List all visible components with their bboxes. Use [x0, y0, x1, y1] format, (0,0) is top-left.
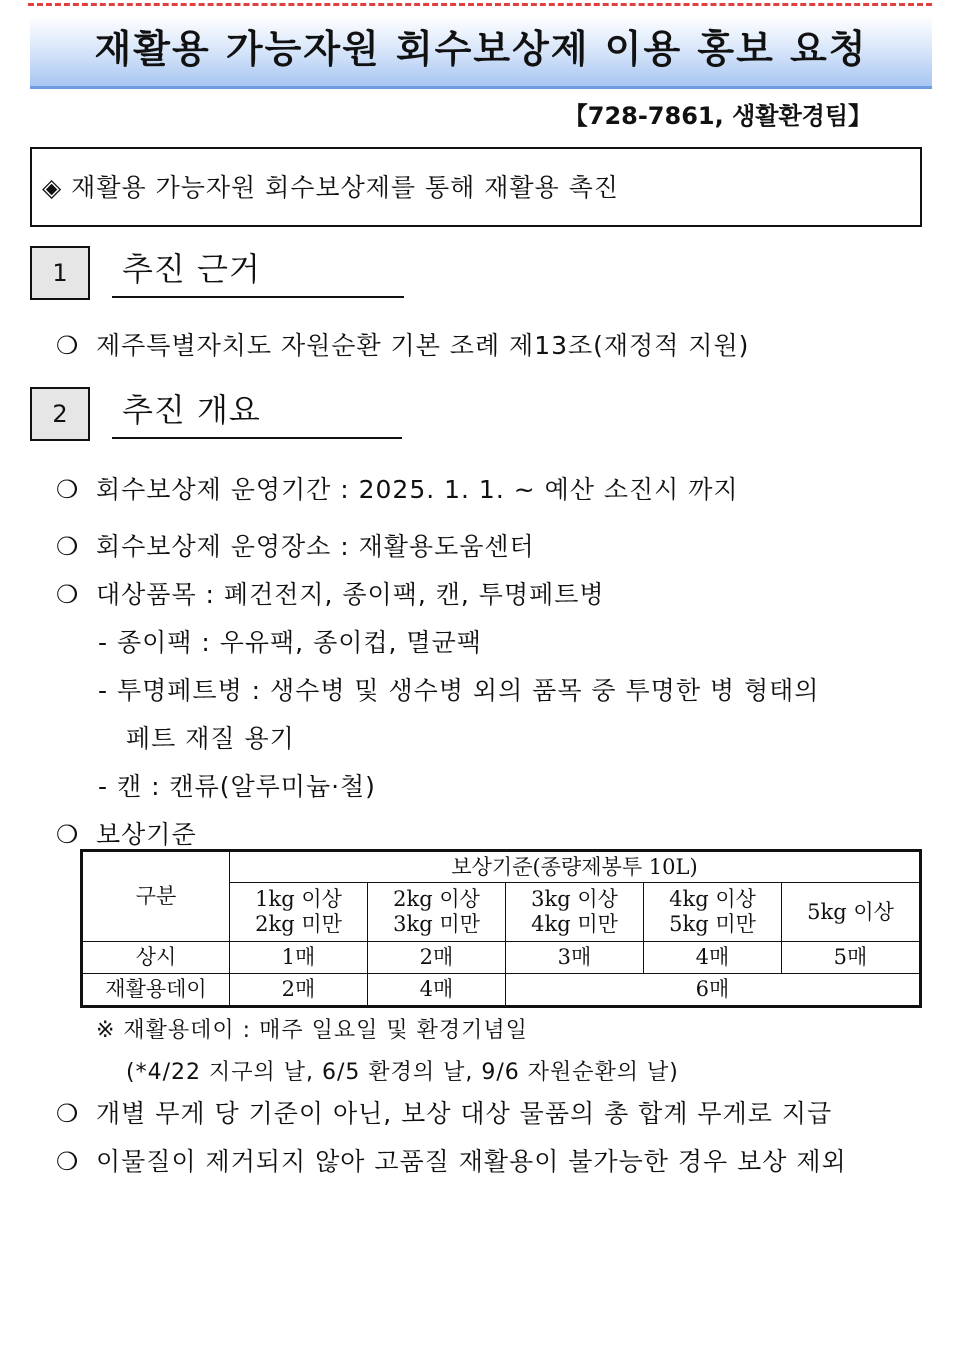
range-3-max: 4kg 미만	[531, 912, 618, 936]
reward-standard-text: 보상기준	[96, 820, 197, 849]
bullet-circle-icon: ❍	[56, 475, 80, 504]
section-1-number: 1	[30, 246, 90, 300]
note-commemoration-days: (*4/22 지구의 날, 6/5 환경의 날, 9/6 자원순환의 날)	[126, 1060, 679, 1085]
total-weight-text: 개별 무게 당 기준이 아닌, 보상 대상 물품의 총 합계 무게로 지급	[96, 1099, 833, 1128]
summary-text: ◈ 재활용 가능자원 회수보상제를 통해 재활용 촉진	[42, 173, 619, 202]
row-label-recycling-day: 재활용데이	[82, 974, 230, 1007]
range-2	[368, 883, 506, 942]
section-1-item	[56, 326, 749, 362]
range-5	[782, 883, 921, 942]
contact-info: 【728-7861, 생활환경팀】	[563, 102, 872, 130]
place-item	[56, 527, 535, 563]
range-4-min: 4kg 이상	[669, 887, 756, 911]
target-items-text: 대상품목 : 폐건전지, 종이팩, 캔, 투명페트병	[96, 580, 605, 609]
range-3-min: 3kg 이상	[531, 887, 618, 911]
period-text: 회수보상제 운영기간 : 2025. 1. 1. ~ 예산 소진시 까지	[96, 475, 739, 504]
table-cell: 6매	[506, 974, 921, 1007]
top-dashed-rule	[28, 3, 932, 6]
title-banner	[30, 16, 932, 89]
document-title: 재활용 가능자원 회수보상제 이용 홍보 요청	[94, 27, 868, 71]
target-items	[56, 575, 605, 611]
table-corner: 구분	[82, 851, 230, 942]
range-1	[230, 883, 368, 942]
table-cell: 2매	[368, 942, 506, 974]
table-cell: 2매	[230, 974, 368, 1007]
section-2-title: 추진 개요	[112, 387, 402, 439]
bullet-circle-icon: ❍	[56, 580, 80, 609]
place-text: 회수보상제 운영장소 : 재활용도움센터	[96, 532, 535, 561]
legal-basis-text: 제주특별자치도 자원순환 기본 조례 제13조(재정적 지원)	[96, 331, 750, 360]
table-cell: 4매	[644, 942, 782, 974]
extra-item-exclusion	[56, 1142, 847, 1178]
sub-item-paper-pack: - 종이팩 : 우유팩, 종이컵, 멸균팩	[98, 628, 482, 657]
table-cell: 1매	[230, 942, 368, 974]
section-2-number: 2	[30, 387, 90, 441]
table-cell: 3매	[506, 942, 644, 974]
range-2-max: 3kg 미만	[393, 912, 480, 936]
sub-item-pet-bottle-cont: 페트 재질 용기	[126, 724, 295, 753]
range-1-min: 1kg 이상	[255, 887, 342, 911]
summary-box	[30, 147, 922, 227]
range-5-min: 5kg 이상	[807, 899, 894, 924]
sub-item-pet-bottle: - 투명페트병 : 생수병 및 생수병 외의 품목 중 투명한 병 형태의	[98, 676, 820, 705]
table-cell: 5매	[782, 942, 921, 974]
note-recycling-day: ※ 재활용데이 : 매주 일요일 및 환경기념일	[96, 1018, 528, 1043]
table-header: 보상기준(종량제봉투 10L)	[230, 851, 921, 883]
range-3	[506, 883, 644, 942]
range-1-max: 2kg 미만	[255, 912, 342, 936]
bullet-circle-icon: ❍	[56, 1147, 80, 1176]
bullet-circle-icon: ❍	[56, 1099, 80, 1128]
row-label-regular: 상시	[82, 942, 230, 974]
bullet-circle-icon: ❍	[56, 820, 80, 849]
bullet-circle-icon: ❍	[56, 532, 80, 561]
range-2-min: 2kg 이상	[393, 887, 480, 911]
range-4	[644, 883, 782, 942]
table-cell: 4매	[368, 974, 506, 1007]
sub-item-can: - 캔 : 캔류(알루미늄·철)	[98, 772, 376, 801]
bullet-circle-icon: ❍	[56, 331, 80, 360]
exclusion-text: 이물질이 제거되지 않아 고품질 재활용이 불가능한 경우 보상 제외	[96, 1147, 847, 1176]
reward-standard-label	[56, 815, 197, 851]
range-4-max: 5kg 미만	[669, 912, 756, 936]
period-item	[56, 470, 739, 506]
extra-item-total-weight	[56, 1094, 832, 1130]
reward-table	[80, 849, 922, 1008]
section-1-title: 추진 근거	[112, 246, 404, 298]
